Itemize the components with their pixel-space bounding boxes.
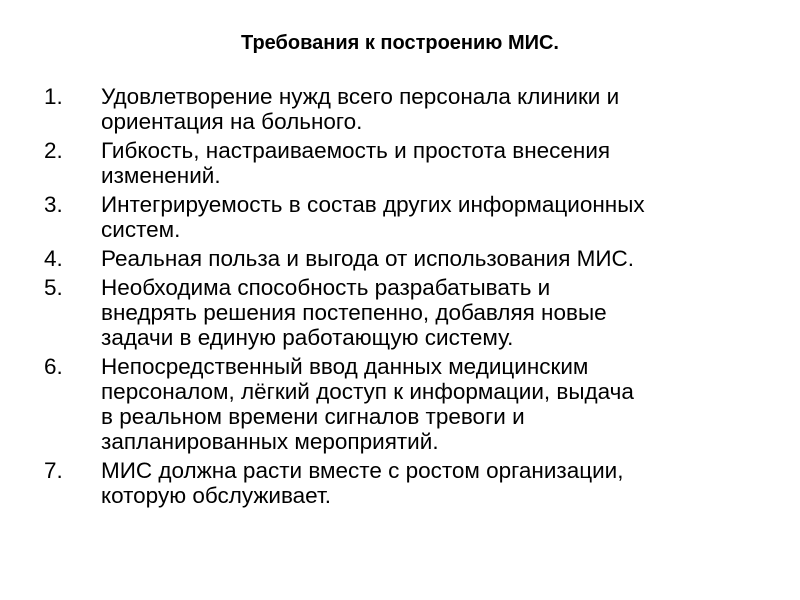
list-item: [44, 192, 754, 242]
list-item-line: Удовлетворение нужд всего персонала клиники и: [101, 84, 620, 109]
list-item-line: Гибкость, настраиваемость и простота внесения: [101, 138, 611, 163]
list-item-text: [101, 458, 754, 508]
list-item-text: [101, 138, 754, 188]
list-item-text: [101, 275, 754, 350]
list-item-number: 5.: [44, 275, 63, 300]
list-item-number: 2.: [44, 138, 63, 163]
list-item: [44, 275, 754, 350]
list-item-line: персоналом, лёгкий доступ к информации, выдача: [101, 379, 634, 404]
list-item-number: 4.: [44, 246, 63, 271]
list-item: [44, 246, 754, 271]
list-item-line: запланированных мероприятий.: [101, 429, 439, 454]
list-item-line: Необходима способность разрабатывать и: [101, 275, 551, 300]
list-item-number: 6.: [44, 354, 63, 379]
list-item-number: 7.: [44, 458, 63, 483]
slide-title: Требования к построению МИС.: [241, 32, 559, 54]
list-item-number: 1.: [44, 84, 63, 109]
list-item-text: [101, 84, 754, 134]
list-item: [44, 84, 754, 134]
list-item-line: систем.: [101, 217, 181, 242]
list-item-text: [101, 192, 754, 242]
list-item-text: [101, 246, 754, 271]
requirements-list: [44, 84, 754, 512]
list-item: [44, 138, 754, 188]
list-item: [44, 354, 754, 454]
list-item-line: МИС должна расти вместе с ростом организации,: [101, 458, 624, 483]
list-item-line: внедрять решения постепенно, добавляя новые: [101, 300, 607, 325]
list-item-line: Непосредственный ввод данных медицинским: [101, 354, 589, 379]
list-item-line: Реальная польза и выгода от использования МИС.: [101, 246, 635, 271]
list-item: [44, 458, 754, 508]
list-item-line: которую обслуживает.: [101, 483, 332, 508]
list-item-line: Интегрируемость в состав других информационных: [101, 192, 645, 217]
list-item-line: ориентация на больного.: [101, 109, 363, 134]
list-item-line: в реальном времени сигналов тревоги и: [101, 404, 525, 429]
list-item-line: изменений.: [101, 163, 221, 188]
list-item-text: [101, 354, 754, 454]
list-item-line: задачи в единую работающую систему.: [101, 325, 514, 350]
list-item-number: 3.: [44, 192, 63, 217]
